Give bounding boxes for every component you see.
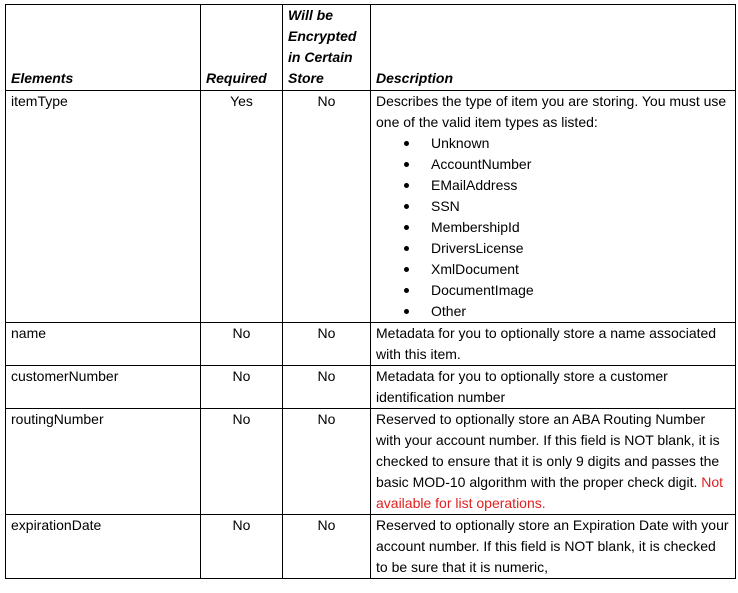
required-value: No xyxy=(201,515,283,579)
element-name: name xyxy=(6,323,201,366)
list-item: SSN xyxy=(431,196,730,217)
list-item: AccountNumber xyxy=(431,154,730,175)
list-item: DocumentImage xyxy=(431,280,730,301)
required-value: No xyxy=(201,366,283,409)
list-item: Other xyxy=(431,301,730,322)
description-text: Describes the type of item you are storing. You must use one of the valid item types as listed: xyxy=(376,93,727,130)
description-note: Not available for list operations. xyxy=(376,474,724,511)
list-item: EMailAddress xyxy=(431,175,730,196)
description-cell xyxy=(371,91,736,323)
header-elements: Elements xyxy=(6,5,201,91)
encrypted-value: No xyxy=(283,91,371,323)
list-item: XmlDocument xyxy=(431,259,730,280)
header-encrypted: Will be Encrypted in Certain Store xyxy=(283,5,371,91)
element-name: routingNumber xyxy=(6,409,201,515)
table-row-name xyxy=(6,323,736,366)
description-text: Metadata for you to optionally store a name associated with this item. xyxy=(371,323,736,366)
description-cell xyxy=(371,409,736,515)
required-value: No xyxy=(201,409,283,515)
table-row-customerNumber xyxy=(6,366,736,409)
table-row-expirationDate xyxy=(6,515,736,579)
required-value: No xyxy=(201,323,283,366)
element-name: customerNumber xyxy=(6,366,201,409)
header-description: Description xyxy=(371,5,736,91)
required-value: Yes xyxy=(201,91,283,323)
header-required: Required xyxy=(201,5,283,91)
description-text: Reserved to optionally store an ABA Routing Number with your account number. If this field is NOT blank, it is checked to ensure that it is only 9 digits and passes the basic MOD-10 algorithm with the proper check digit. xyxy=(376,411,720,490)
element-name: itemType xyxy=(6,91,201,323)
encrypted-value: No xyxy=(283,409,371,515)
description-text: Metadata for you to optionally store a customer identification number xyxy=(371,366,736,409)
item-type-list xyxy=(376,133,730,322)
encrypted-value: No xyxy=(283,515,371,579)
table-header-row xyxy=(6,5,736,91)
description-text: Reserved to optionally store an Expiration Date with your account number. If this field is NOT blank, it is checked to be sure that it is numeric, xyxy=(371,515,736,579)
encrypted-value: No xyxy=(283,366,371,409)
list-item: DriversLicense xyxy=(431,238,730,259)
element-name: expirationDate xyxy=(6,515,201,579)
table-row-itemType xyxy=(6,91,736,323)
list-item: MembershipId xyxy=(431,217,730,238)
elements-table xyxy=(5,4,736,579)
list-item: Unknown xyxy=(431,133,730,154)
table-row-routingNumber xyxy=(6,409,736,515)
encrypted-value: No xyxy=(283,323,371,366)
